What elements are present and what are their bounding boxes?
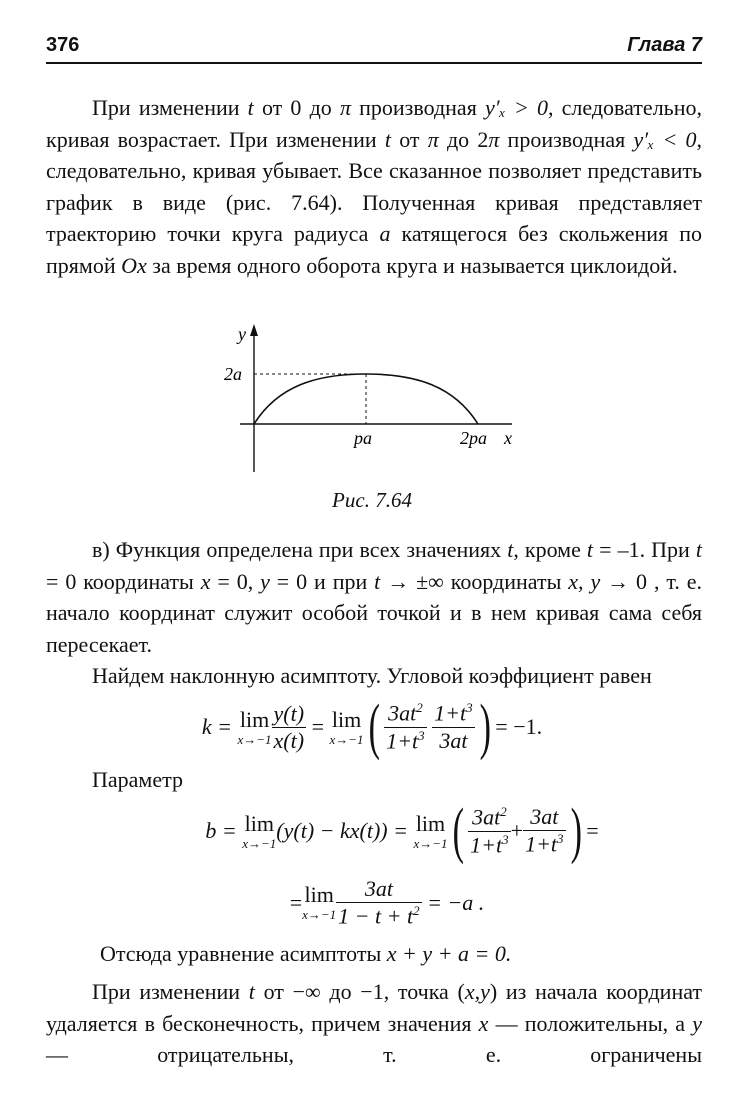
formula-b: b = lim x→−1 (y(t) − kx(t)) = lim x→−1 ( $\frac{3at^2}{1+t^3}$ + $\frac{3at}{1+t^3}$ ) = [205, 797, 599, 865]
paragraph-3: Найдем наклонную асимптоту. Угловой коэффициент равен [92, 663, 652, 688]
x-axis-label: x [504, 428, 512, 448]
y-axis-arrow [250, 324, 258, 336]
formula-k: k = lim x→−1 $\frac{y(t)}{x(t)}$ = lim x→−1 ( $\frac{3at^2}{1+t^3}$ $\frac{1+t^3}{3at}$ ) = −1. [201, 693, 543, 761]
header-rule [46, 62, 702, 64]
y-tick-label: 2a [224, 364, 242, 384]
x-tick-2pa: 2pa [460, 428, 487, 448]
x-tick-pa: pa [354, 428, 372, 448]
page-header [46, 30, 702, 64]
cycloid-figure [220, 322, 520, 482]
chapter-title: Глава 7 [627, 34, 702, 56]
paragraph-5: При изменении t от −∞ до −1, точка (x,y) из начала координат удаляется в бесконечность, причем значения x — положительны, а y — отрицательны, т. е. ограничены [46, 979, 703, 1067]
formula-c: = lim x→−1 $\frac{3at}{1 - t + t^2}$ = −a . [289, 876, 485, 929]
page-number: 376 [46, 34, 80, 56]
asymptote-equation-line: Отсюда уравнение асимптоты x + y + a = 0. [100, 941, 512, 966]
parameter-label: Параметр [92, 767, 183, 792]
paragraph-1: При изменении t от 0 до π производная y′ₓ > 0, следовательно, кривая возрастает. При изменении t от π до 2π производная y′ₓ < 0, следовательно, кривая убывает. Все сказанное позволяет представить график в виде (рис. 7.64). Полученная кривая представляет траекторию точки круга радиуса a катящегося без скольжения по прямой Ox за время одного оборота круга и называется циклоидой. [46, 95, 702, 278]
paragraph-2: в) Функция определена при всех значениях t, кроме t = –1. При t = 0 координаты x = 0, y = 0 и при t → ±∞ координаты x, y → 0 , т. е. начало координат служит особой точкой и в нем кривая сама себя пересекает. [46, 537, 702, 657]
figure-caption: Рис. 7.64 [332, 488, 412, 512]
y-axis-label: y [238, 324, 246, 344]
